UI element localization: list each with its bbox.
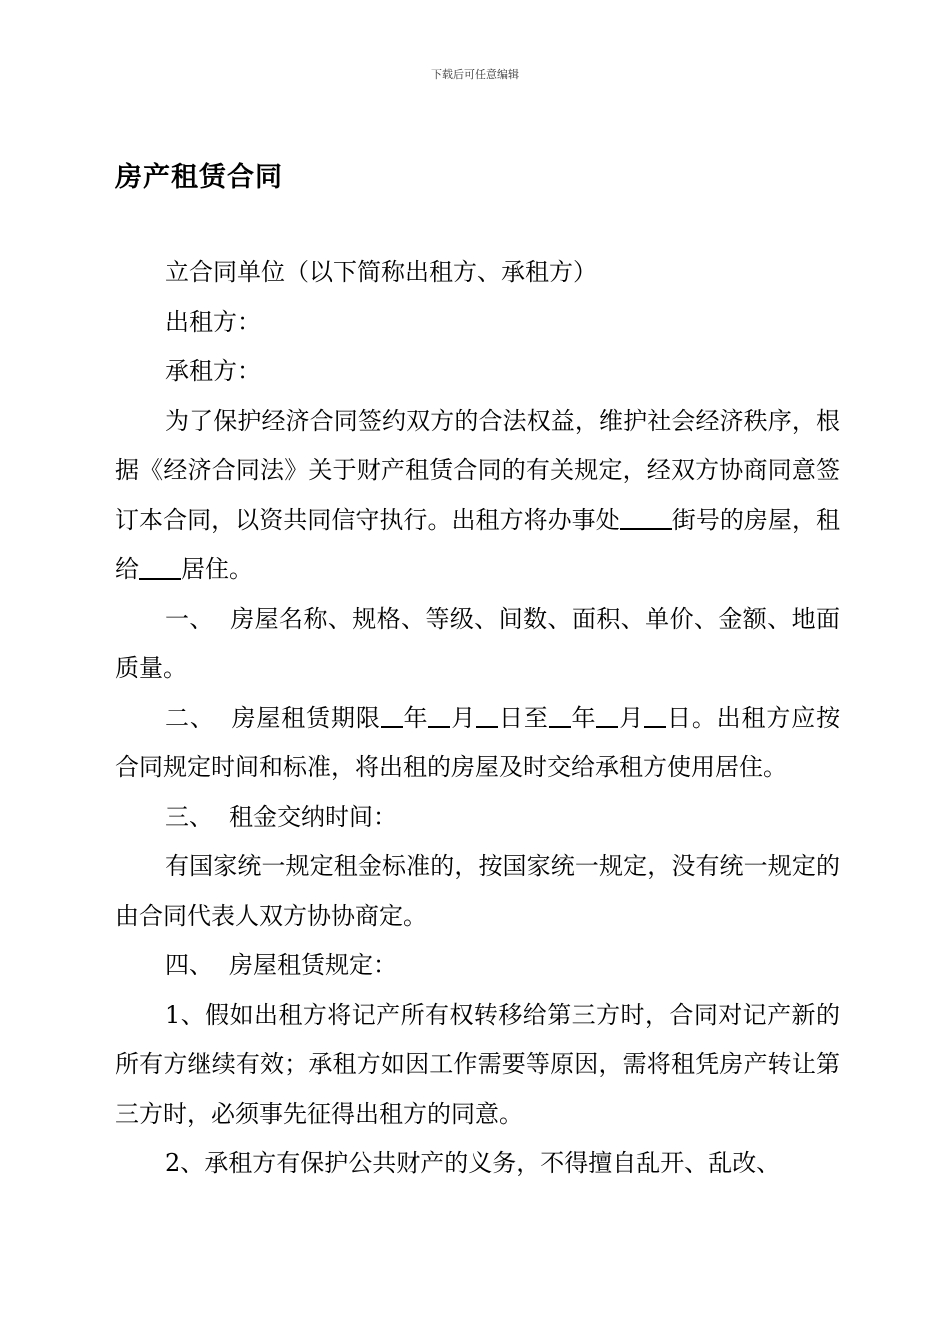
paragraph-rent-standard: 有国家统一规定租金标准的，按国家统一规定，没有统一规定的由合同代表人双方协协商定。 [115,852,840,930]
header-note: 下载后可任意编辑 [431,68,519,81]
clause-text: 房屋租赁规定： [229,951,397,979]
document-body [115,248,840,1189]
clause-number: 二、 [165,703,215,732]
preamble-text-2: 街号的房屋，租给 [115,505,840,583]
blank-line [381,701,403,728]
paragraph-parties: 立合同单位（以下简称出租方、承租方） [165,258,597,286]
clause-text-end: 日。出租方应按合同规定时间和标准，将出租的房屋及时交给承租方使用居住。 [115,703,841,781]
clause-number: 三、 [165,802,213,831]
month-label: 月 [450,703,477,732]
blank-line [428,701,450,728]
clause-text: 房屋名称、规格、等级、间数、面积、单价、金额、地面质量。 [115,604,841,682]
clause-four [115,941,840,991]
year-label: 年 [570,703,597,732]
blank-line [620,503,672,530]
blank-line [596,701,618,728]
day-to-label: 日至 [498,703,549,732]
blank-line [549,701,571,728]
document-title: 房产租赁合同 [115,162,283,193]
blank-line [139,553,181,580]
clause-text: 租金交纳时间： [229,802,397,831]
clause-number: 四、 [165,951,213,979]
clause-text: 房屋租赁期限 [230,703,381,732]
paragraph-preamble [115,397,840,595]
paragraph-lessor: 出租方： [165,307,261,336]
clause-one [115,595,840,694]
preamble-text-3: 居住。 [181,555,253,583]
paragraph-lessee: 承租方： [165,357,261,385]
blank-line [476,701,498,728]
month-label: 月 [618,703,645,732]
rule-item-2: 2、承租方有保护公共财产的义务，不得擅自乱开、乱改、 [165,1149,781,1177]
clause-three [115,793,840,843]
preamble-text: 为了保护经济合同签约双方的合法权益，维护社会经济秩序，根据《经济合同法》关于财产租赁合同的有关规定，经双方协商同意签订本合同，以资共同信守执行。出租方将办事处 [115,406,840,534]
clause-number: 一、 [165,604,214,633]
blank-line [644,701,666,728]
clause-two [115,694,840,793]
year-label: 年 [402,703,429,732]
rule-item-1: 1、假如出租方将记产所有权转移给第三方时，合同对记产新的所有方继续有效；承租方如因工作需要等原因，需将租凭房产转让第三方时，必须事先征得出租方的同意。 [115,1000,840,1128]
